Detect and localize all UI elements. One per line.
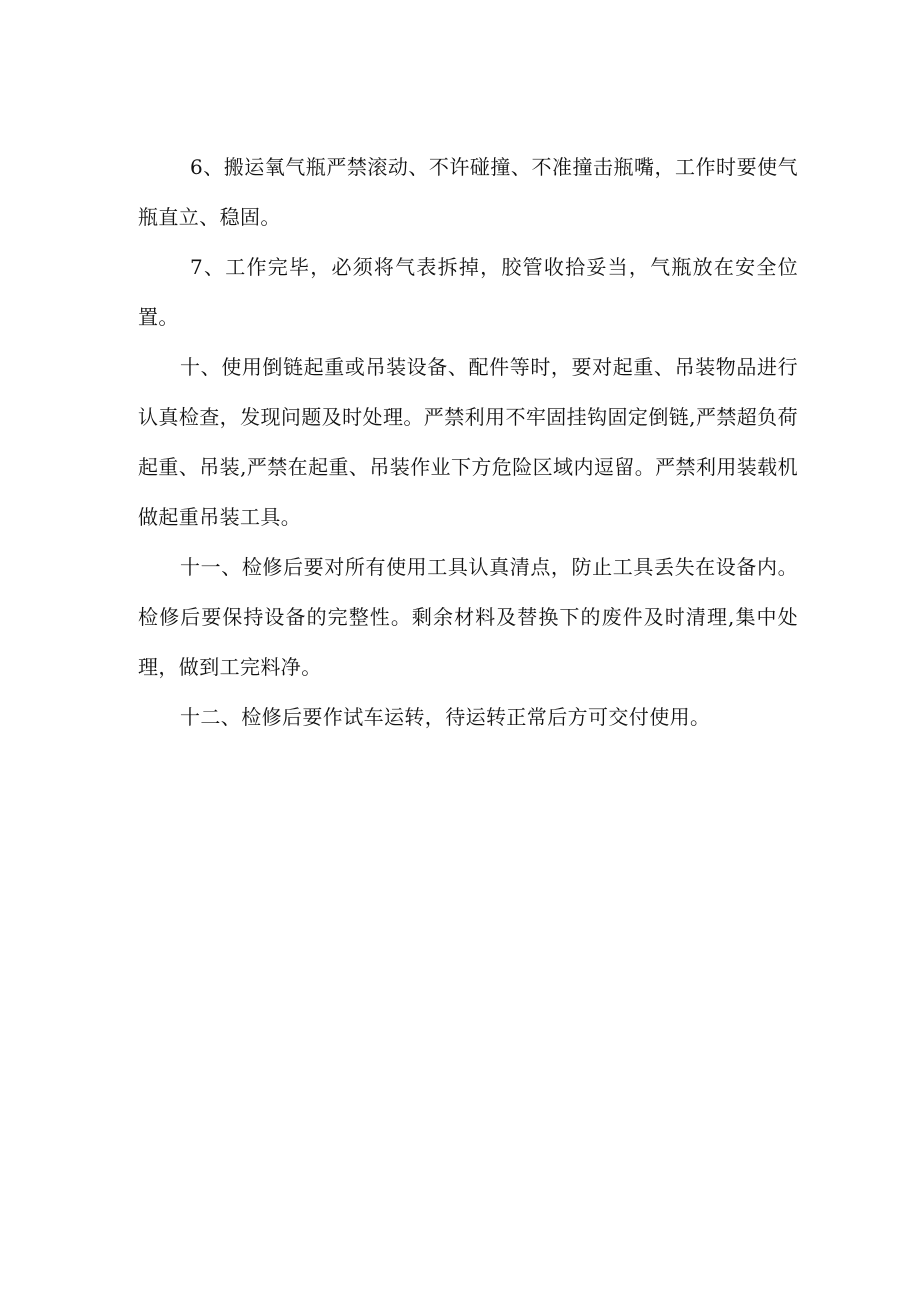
paragraph-item-6: 6、搬运氧气瓶严禁滚动、不许碰撞、不准撞击瓶嘴，工作时要使气瓶直立、稳固。	[138, 155, 798, 229]
paragraph-section-10: 十、使用倒链起重或吊装设备、配件等时，要对起重、吊装物品进行认真检查，发现问题及时处理。严禁利用不牢固挂钩固定倒链,严禁超负荷起重、吊装,严禁在起重、吊装作业下方危险区域内逗留。严禁利用装载机做起重吊装工具。	[138, 355, 798, 529]
paragraph-item-7: 7、工作完毕，必须将气表拆掉，胶管收拾妥当，气瓶放在安全位置。	[138, 255, 798, 329]
paragraph-section-11: 十一、检修后要对所有使用工具认真清点，防止工具丢失在设备内。检修后要保持设备的完整性。剩余材料及替换下的废件及时清理,集中处理，做到工完料净。	[138, 555, 798, 679]
paragraph-section-12: 十二、检修后要作试车运转，待运转正常后方可交付使用。	[180, 705, 711, 729]
document-body	[138, 142, 798, 742]
